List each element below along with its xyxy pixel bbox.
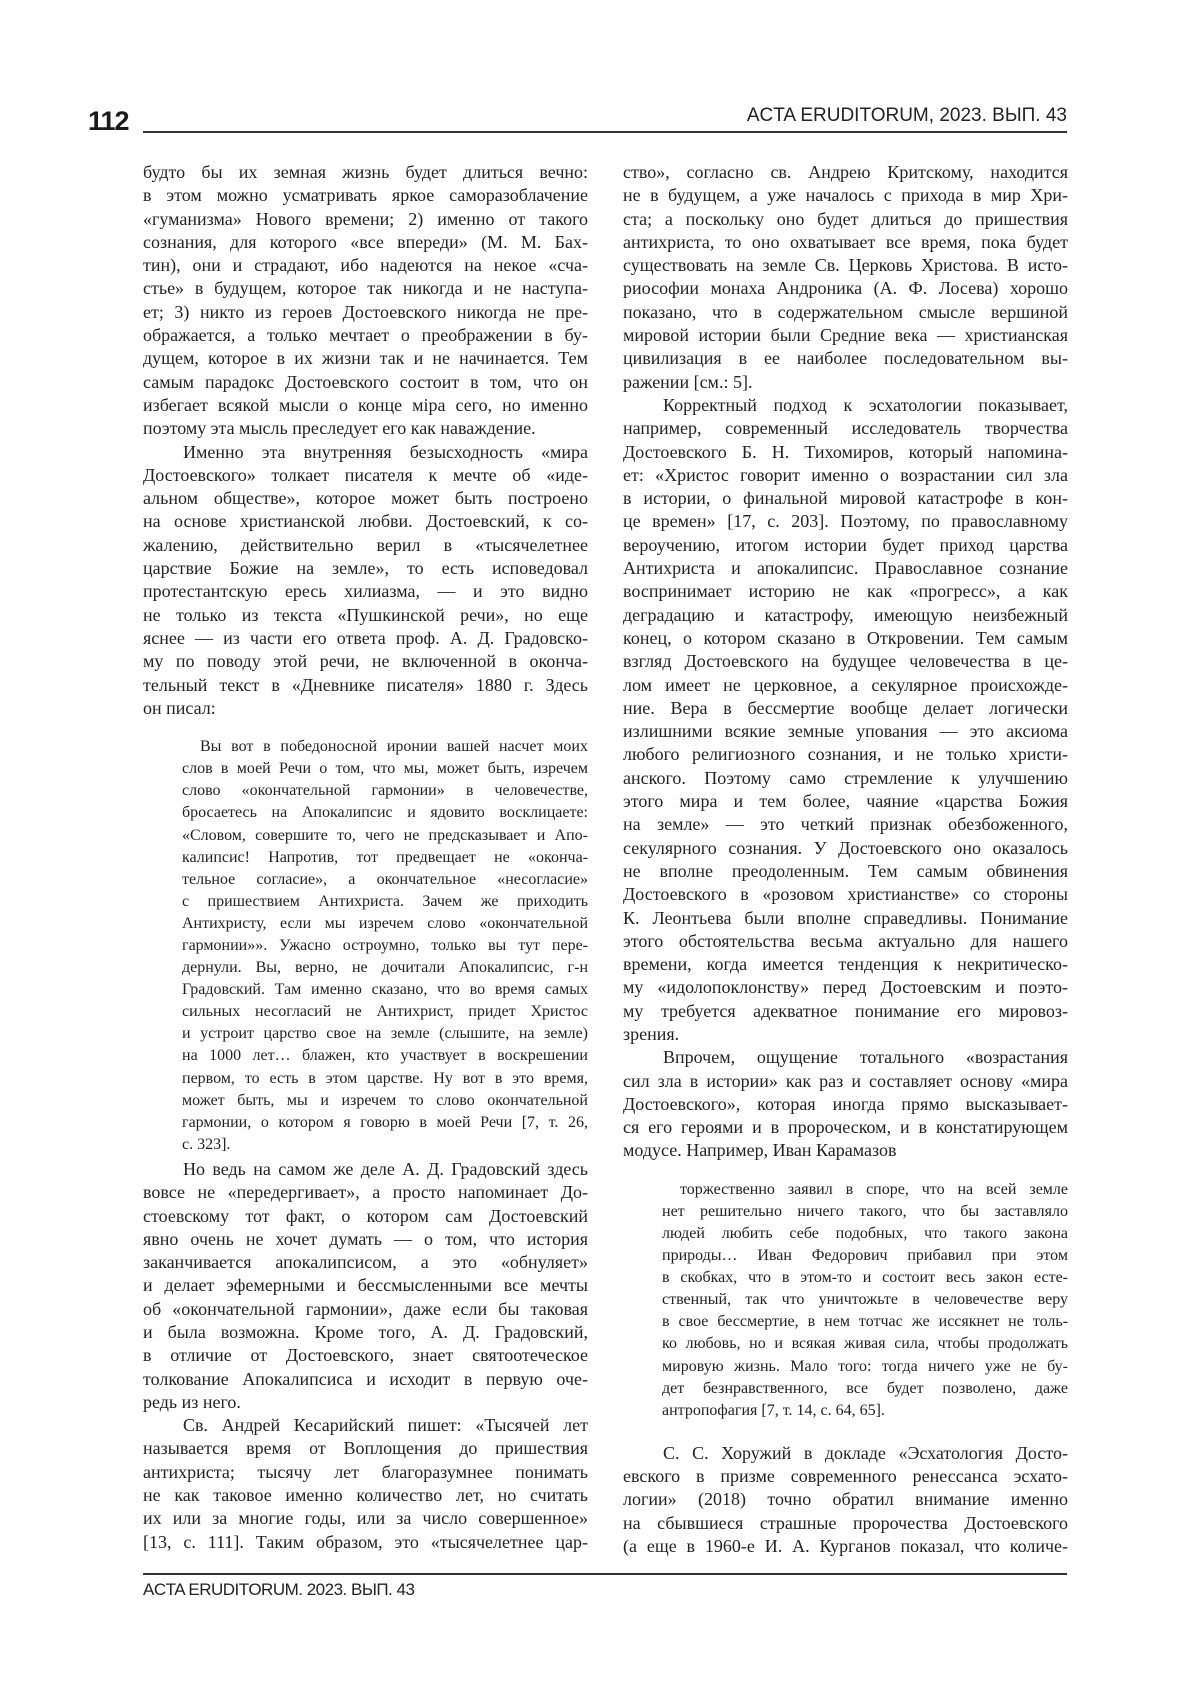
text-line: К. Леонтьева были вполне справедливы. Понимание (623, 907, 1068, 930)
paragraph (143, 441, 588, 721)
text-line: взгляд Достоевского на будущее человечества в це- (623, 650, 1068, 673)
paragraph (143, 1158, 588, 1414)
text-line: евского в призме современного ренессанса эсхато- (623, 1465, 1068, 1488)
text-line: сильных несогласий не Антихрист, придет Христос (182, 1001, 588, 1023)
text-line: не как таковое именно количество лет, но считать (143, 1484, 588, 1507)
text-line: времени, когда имеется тенденция к некритическо- (623, 953, 1068, 976)
text-line: Корректный подход к эсхатологии показывает, (623, 394, 1068, 417)
text-line: гармонии, о котором я говорю в моей Речи [7, т. 26, (182, 1112, 588, 1134)
text-line: на сбывшиеся страшные пророчества Достоевского (623, 1512, 1068, 1535)
page-number: 112 (88, 106, 129, 137)
paragraph (143, 1414, 588, 1554)
running-footer-journal-title: ACTA ERUDITORUM. 2023. ВЫП. 43 (143, 1580, 414, 1600)
text-line: и была возможна. Кроме того, А. Д. Градовский, (143, 1321, 588, 1344)
text-line: не в будущем, а уже началось с прихода в мир Хри- (623, 184, 1068, 207)
text-line: «гуманизма» Нового времени; 2) именно от такого (143, 208, 588, 231)
text-line: конец, о котором сказано в Откровении. Тем самым (623, 627, 1068, 650)
text-line: Антихристу, если мы изречем слово «окончательной (182, 913, 588, 935)
text-line: этого мира и тем более, чаяние «царства Божия (623, 790, 1068, 813)
text-line: в скобках, что в этом-то и состоит весь закон есте- (662, 1267, 1068, 1289)
text-line: ся его героями и в пророческом, и в констатирующем (623, 1116, 1068, 1139)
text-line: называется время от Воплощения до пришествия (143, 1437, 588, 1460)
text-line: толкование Апокалипсиса и исходит в первую оче- (143, 1368, 588, 1391)
text-line: жалению, действительно верил в «тысячелетнее (143, 534, 588, 557)
text-line: Именно эта внутренняя безысходность «мира (143, 441, 588, 464)
text-line: мировую жизнь. Мало того: тогда ничего уже не бу- (662, 1356, 1068, 1378)
text-line: любого религиозного сознания, и не только христи- (623, 743, 1068, 766)
paragraph (623, 161, 1068, 394)
text-line: он писал: (143, 697, 588, 720)
text-line: Достоевского Б. Н. Тихомиров, который напомина- (623, 441, 1068, 464)
text-line: не только из текста «Пушкинской речи», но еще (143, 604, 588, 627)
text-line: деградацию и катастрофу, имеющую неизбежный (623, 604, 1068, 627)
left-column (143, 161, 588, 1554)
text-line: Вы вот в победоносной иронии вашей насчет моих (182, 736, 588, 758)
text-line: тельный текст в «Дневнике писателя» 1880 г. Здесь (143, 674, 588, 697)
text-line: вовсе не «передергивает», а просто напоминает До- (143, 1181, 588, 1204)
text-line: нет решительно ничего такого, что бы заставляло (662, 1201, 1068, 1223)
paragraph (623, 1046, 1068, 1162)
text-line: ет; 3) никто из героев Достоевского никогда не пре- (143, 301, 588, 324)
text-line: ражении [см.: 5]. (623, 371, 1068, 394)
text-line: ние. Вера в бессмертие вообще делает логически (623, 697, 1068, 720)
text-line: и делает эфемерными и бессмысленными все мечты (143, 1274, 588, 1297)
block-quote (662, 1179, 1068, 1422)
text-line: дернули. Вы, верно, не дочитали Апокалипсис, г-н (182, 957, 588, 979)
text-line: и устроит царство свое на земле (слышите, на земле) (182, 1023, 588, 1045)
text-line: бросаетесь на Апокалипсис и ядовито восклицаете: (182, 802, 588, 824)
text-line: явно очень не хочет думать — о том, что история (143, 1228, 588, 1251)
right-column (623, 161, 1068, 1558)
text-line: му требуется адекватное понимание его мировоз- (623, 1000, 1068, 1023)
text-line: с. 323]. (182, 1134, 588, 1156)
text-line: мировой истории были Средние века — христианская (623, 324, 1068, 347)
text-line: на основе христианской любви. Достоевский, к со- (143, 510, 588, 533)
text-line: альном обществе», которое может быть построено (143, 487, 588, 510)
text-line: Но ведь на самом же деле А. Д. Градовский здесь (143, 1158, 588, 1181)
text-line: калипсис! Напротив, тот предвещает не «оконча- (182, 847, 588, 869)
header-rule (143, 131, 1067, 133)
footer-rule (143, 1573, 1067, 1575)
text-line: их или за многие годы, или за число совершенное» (143, 1507, 588, 1530)
text-line: секулярного сознания. У Достоевского оно оказалось (623, 837, 1068, 860)
text-line: торжественно заявил в споре, что на всей земле (662, 1179, 1068, 1201)
text-line: це времен» [17, с. 203]. Поэтому, по православному (623, 510, 1068, 533)
text-line: в истории, о финальной мировой катастрофе в кон- (623, 487, 1068, 510)
text-line: му «идолопоклонству» перед Достоевским и поэто- (623, 976, 1068, 999)
text-line: стоевскому тот факт, о котором сам Достоевский (143, 1205, 588, 1228)
text-line: заканчивается апокалипсисом, а это «обнуляет» (143, 1251, 588, 1274)
paragraph (623, 394, 1068, 1046)
text-line: излишними всякие земные упования — это аксиома (623, 720, 1068, 743)
text-line: существовать на земле Св. Церковь Христова. В исто- (623, 254, 1068, 277)
text-line: ственный, так что уничтожьте в человечестве веру (662, 1289, 1068, 1311)
paragraph (143, 161, 588, 441)
block-quote (182, 736, 588, 1156)
text-line: об «окончательной гармонии», даже если бы таковая (143, 1298, 588, 1321)
text-line: зрения. (623, 1023, 1068, 1046)
text-line: (а еще в 1960-е И. А. Курганов показал, что количе- (623, 1535, 1068, 1558)
text-line: природы… Иван Федорович прибавил при этом (662, 1245, 1068, 1267)
text-line: слов в моей Речи о том, что мы, может быть, изречем (182, 758, 588, 780)
text-line: первом, то есть в этом царстве. Ну вот в это время, (182, 1068, 588, 1090)
text-line: самым парадокс Достоевского состоит в том, что он (143, 371, 588, 394)
text-line: ство», согласно св. Андрею Критскому, находится (623, 161, 1068, 184)
text-line: будто бы их земная жизнь будет длиться вечно: (143, 161, 588, 184)
text-line: дущем, которое в их жизни так и не начинается. Тем (143, 347, 588, 370)
text-line: стье» в будущем, которое так никогда и не наступа- (143, 277, 588, 300)
running-header-journal-title: ACTA ERUDITORUM, 2023. ВЫП. 43 (747, 105, 1067, 127)
text-line: воспринимает историю не как «прогресс», а как (623, 580, 1068, 603)
text-line: может быть, мы и изречем то слово окончательной (182, 1090, 588, 1112)
text-line: редь из него. (143, 1391, 588, 1414)
text-line: [13, с. 111]. Таким образом, это «тысячелетнее цар- (143, 1531, 588, 1554)
text-line: людей любить себе подобных, что такого закона (662, 1223, 1068, 1245)
text-line: вероучению, итогом истории будет приход царства (623, 534, 1068, 557)
text-line: Достоевского в «розовом христианстве» со стороны (623, 883, 1068, 906)
text-line: в свое бессмертие, в нем тотчас же иссякнет не толь- (662, 1311, 1068, 1333)
text-line: тин), они и страдают, ибо надеются на некое «сча- (143, 254, 588, 277)
text-line: сознания, для которого «все впереди» (М. М. Бах- (143, 231, 588, 254)
paragraph (623, 1442, 1068, 1558)
text-line: лом имеет не церковное, а секулярное происхожде- (623, 674, 1068, 697)
text-line: ста; а поскольку оно будет длиться до пришествия (623, 208, 1068, 231)
text-line: в этом можно усматривать яркое саморазоблачение (143, 184, 588, 207)
text-line: не вполне преодоленным. Тем самым обвинения (623, 860, 1068, 883)
text-line: Св. Андрей Кесарийский пишет: «Тысячей лет (143, 1414, 588, 1437)
text-line: гармонии»». Ужасно остроумно, только вы тут пере- (182, 935, 588, 957)
text-line: ко любовь, но и всякая живая сила, чтобы продолжать (662, 1333, 1068, 1355)
text-line: му по поводу этой речи, не включенной в оконча- (143, 650, 588, 673)
text-line: С. С. Хоружий в докладе «Эсхатология Досто- (623, 1442, 1068, 1465)
text-line: антропофагия [7, т. 14, с. 64, 65]. (662, 1400, 1068, 1422)
text-line: антихриста; тысячу лет благоразумнее понимать (143, 1461, 588, 1484)
text-line: сил зла в истории» как раз и составляет основу «мира (623, 1070, 1068, 1093)
text-line: логии» (2018) точно обратил внимание именно (623, 1488, 1068, 1511)
text-line: Впрочем, ощущение тотального «возрастания (623, 1046, 1068, 1069)
text-line: на земле» — это четкий признак обезбоженного, (623, 813, 1068, 836)
text-line: модусе. Например, Иван Карамазов (623, 1139, 1068, 1162)
text-line: дет безнравственного, все будет позволено, даже (662, 1378, 1068, 1400)
text-line: слово «окончательной гармонии» в человечестве, (182, 780, 588, 802)
text-line: этого обстоятельства весьма актуально для нашего (623, 930, 1068, 953)
text-line: «Словом, совершите то, чего не предсказывает и Апо- (182, 825, 588, 847)
text-line: царствие Божие на земле», то есть исповедовал (143, 557, 588, 580)
text-line: показано, что в содержательном смысле вершиной (623, 301, 1068, 324)
text-line: протестантскую ересь хилиазма, — и это видно (143, 580, 588, 603)
text-line: Антихриста и апокалипсис. Православное сознание (623, 557, 1068, 580)
text-line: в отличие от Достоевского, знает святоотеческое (143, 1344, 588, 1367)
text-line: избегает всякой мысли о конце міра сего, но именно (143, 394, 588, 417)
text-line: Достоевского», которая иногда прямо высказывает- (623, 1093, 1068, 1116)
text-line: анского. Поэтому само стремление к улучшению (623, 767, 1068, 790)
text-line: поэтому эта мысль преследует его как наваждение. (143, 417, 588, 440)
text-line: ображается, а только мечтает о преображении в бу- (143, 324, 588, 347)
text-line: Градовский. Там именно сказано, что во время самых (182, 979, 588, 1001)
text-line: цивилизация в ее наиболее последовательном вы- (623, 347, 1068, 370)
text-line: яснее — из части его ответа проф. А. Д. Градовско- (143, 627, 588, 650)
text-line: тельное согласие», а окончательное «несогласие» (182, 869, 588, 891)
text-line: риософии монаха Андроника (А. Ф. Лосева) хорошо (623, 277, 1068, 300)
text-line: Достоевского» толкает писателя к мечте об «иде- (143, 464, 588, 487)
text-line: с пришествием Антихриста. Зачем же приходить (182, 891, 588, 913)
text-line: антихриста, то оно охватывает все время, пока будет (623, 231, 1068, 254)
text-line: на 1000 лет… блажен, кто участвует в воскрешении (182, 1045, 588, 1067)
text-line: ет: «Христос говорит именно о возрастании сил зла (623, 464, 1068, 487)
text-line: например, современный исследователь творчества (623, 417, 1068, 440)
